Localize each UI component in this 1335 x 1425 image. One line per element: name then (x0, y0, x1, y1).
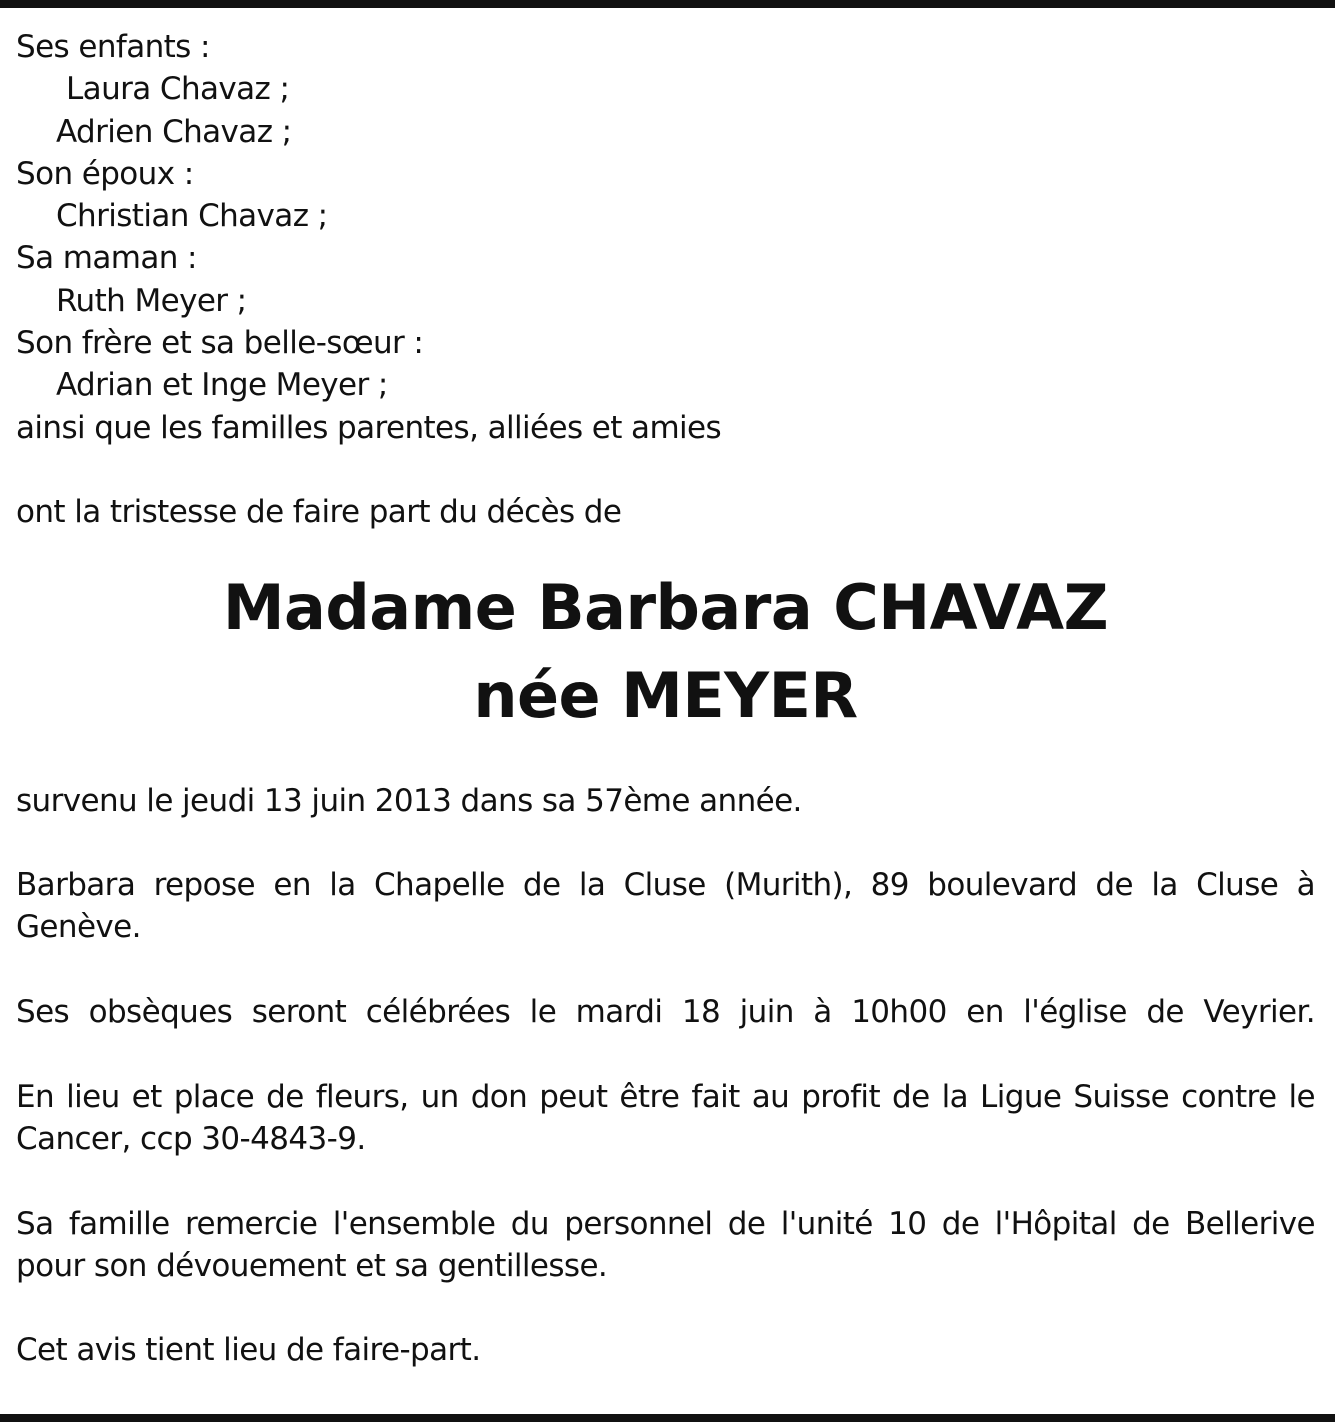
date-paragraph: survenu le jeudi 13 juin 2013 dans sa 57ème année. (16, 782, 802, 819)
deceased-name: Madame Barbara CHAVAZ (222, 570, 1109, 644)
donation-paragraph: En lieu et place de fleurs, un don peut être fait au profit de la Ligue Suisse contre le Cancer, ccp 30-4843-9. (16, 1078, 1315, 1157)
deceased-maiden-name: née MEYER (473, 658, 858, 732)
siblings-names: Adrian et Inge Meyer ; (56, 367, 388, 404)
spouse-label: Son époux : (16, 155, 194, 192)
mother-name: Ruth Meyer ; (56, 282, 247, 319)
notice-paragraph: Cet avis tient lieu de faire-part. (16, 1332, 481, 1369)
spouse-name: Christian Chavaz ; (56, 198, 328, 235)
top-border-rule (0, 0, 1335, 8)
mother-label: Sa maman : (16, 240, 197, 277)
thanks-paragraph: Sa famille remercie l'ensemble du personnel de l'unité 10 de l'Hôpital de Bellerive pour son dévouement et sa gentillesse. (16, 1205, 1315, 1284)
rest-paragraph: Barbara repose en la Chapelle de la Cluse (Murith), 89 boulevard de la Cluse à Genève. (16, 867, 1315, 946)
child-name: Adrien Chavaz ; (56, 113, 292, 150)
extended-family: ainsi que les familles parentes, alliées et amies (16, 409, 722, 446)
siblings-label: Son frère et sa belle-sœur : (16, 325, 424, 362)
announcement-text: ont la tristesse de faire part du décès de (16, 494, 622, 531)
child-name: Laura Chavaz ; (66, 71, 290, 108)
obituary-notice (16, 26, 1315, 1372)
deceased-name-block (16, 564, 1315, 740)
children-label: Ses enfants : (16, 29, 210, 65)
bottom-border-rule (0, 1414, 1335, 1422)
funeral-paragraph: Ses obsèques seront célébrées le mardi 18 juin à 10h00 en l'église de Veyrier. (16, 994, 1315, 1031)
